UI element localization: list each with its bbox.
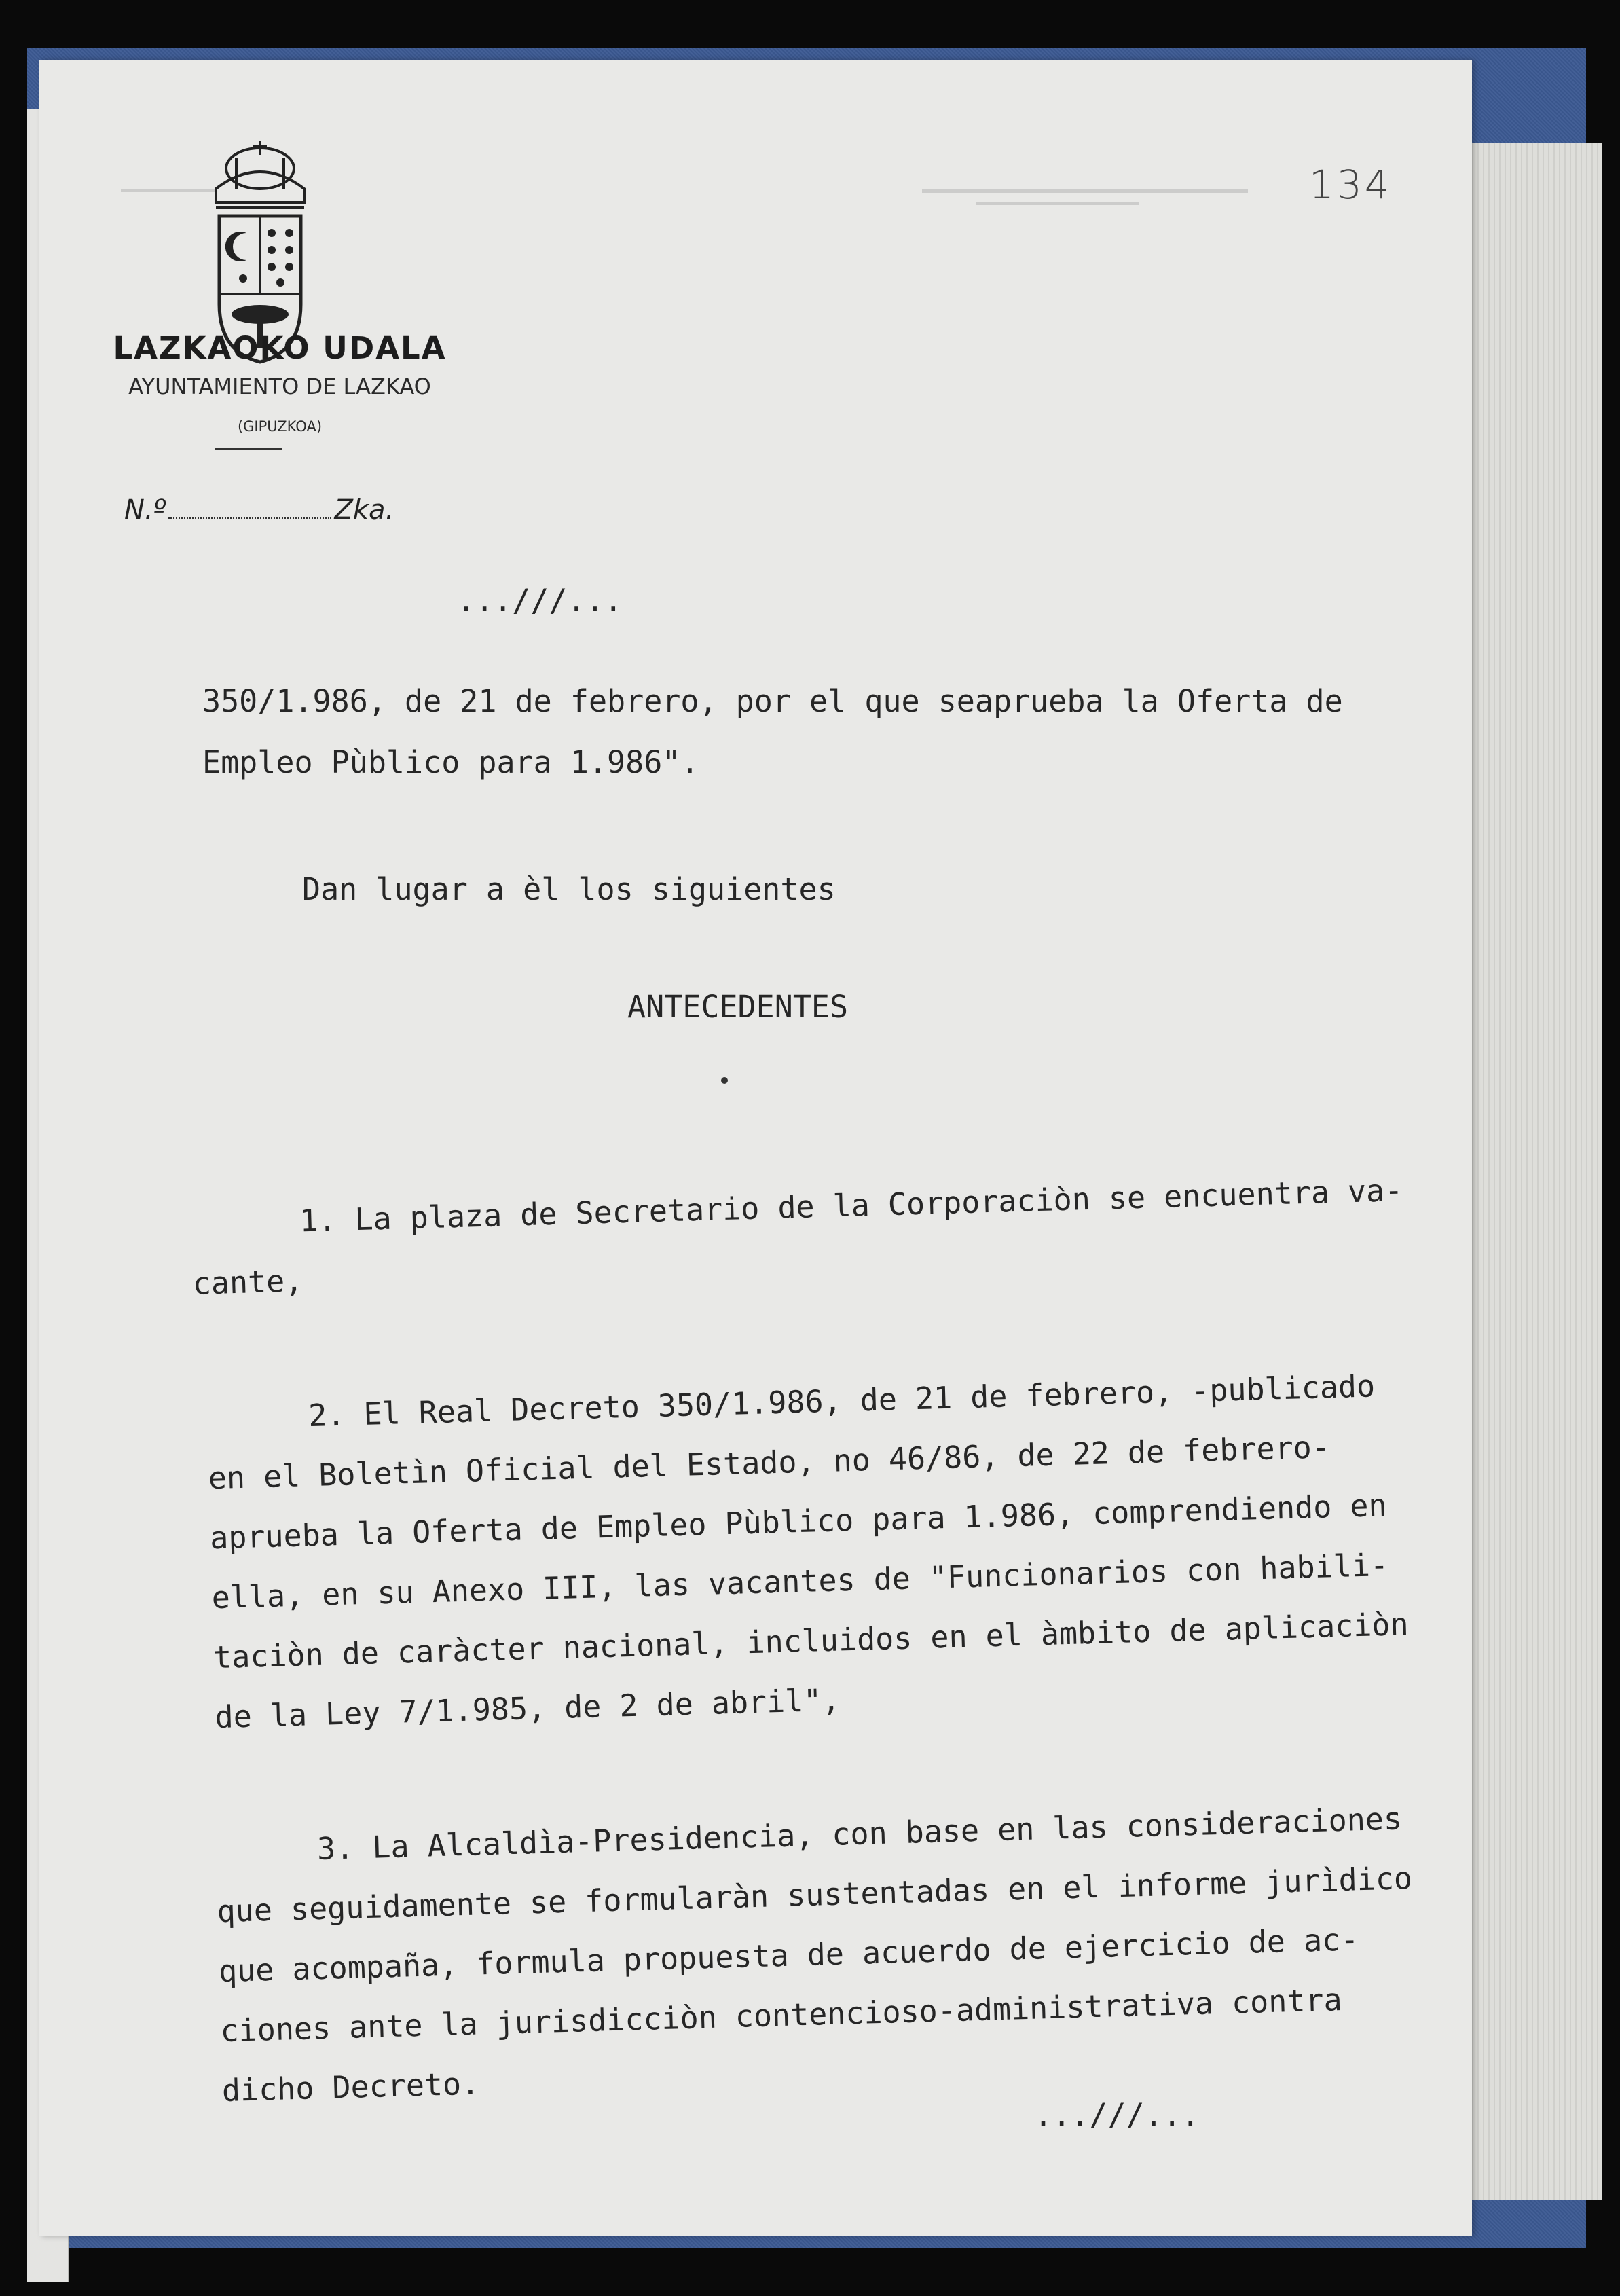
item-1-line-2: cante, xyxy=(192,1262,304,1302)
section-heading: ANTECEDENTES xyxy=(627,989,849,1025)
reference-suffix: Zka. xyxy=(334,494,394,526)
item-3-line-5: dicho Decreto. xyxy=(221,2065,480,2109)
item-2-line-2: en el Boletìn Oficial del Estado, no 46/86, de 22 de febrero- xyxy=(208,1429,1331,1497)
page-number: 134 xyxy=(1309,162,1393,208)
organization-name: LAZKAOKO UDALA xyxy=(113,330,447,366)
intro-line-1: 350/1.986, de 21 de febrero, por el que seaprueba la Oferta de xyxy=(202,683,1343,719)
item-3-line-3: que acompaña, formula propuesta de acuerdo de ejercicio de ac- xyxy=(218,1921,1359,1990)
reference-prefix: N.º xyxy=(124,494,166,526)
organization-subtitle: AYUNTAMIENTO DE LAZKAO xyxy=(128,373,431,399)
lead-in-text: Dan lugar a èl los siguientes xyxy=(302,871,836,907)
item-3-line-2: que seguidamente se formularàn sustentadas en el informe jurìdico xyxy=(216,1860,1413,1930)
item-3-line-4: ciones ante la jurisdicciòn contencioso-administrativa contra xyxy=(219,1981,1343,2049)
continuation-marker-top: ...///... xyxy=(457,583,623,619)
document-page xyxy=(39,60,1472,2236)
item-2-line-1: 2. El Real Decreto 350/1.986, de 21 de febrero, -publicado xyxy=(308,1368,1376,1434)
item-2-line-6: de la Ley 7/1.985, de 2 de abril", xyxy=(214,1681,841,1736)
item-2-line-3: aprueba la Oferta de Empleo Pùblico para 1.986, comprendiendo en xyxy=(209,1487,1388,1556)
organization-province: (GIPUZKOA) xyxy=(237,418,323,435)
item-1-line-1: 1. La plaza de Secretario de la Corporaciòn se encuentra va- xyxy=(299,1172,1403,1239)
antecedents-list xyxy=(0,40,1489,2256)
continuation-marker-bottom: ...///... xyxy=(1034,2097,1200,2133)
item-2-line-4: ella, en su Anexo III, las vacantes de "Funcionarios con habili- xyxy=(210,1546,1389,1616)
item-2-line-5: taciòn de caràcter nacional, incluidos en el àmbito de aplicaciòn xyxy=(213,1606,1410,1676)
intro-line-2: Empleo Pùblico para 1.986". xyxy=(202,744,699,780)
item-3-line-1: 3. La Alcaldìa-Presidencia, con base en las consideraciones xyxy=(316,1800,1403,1867)
